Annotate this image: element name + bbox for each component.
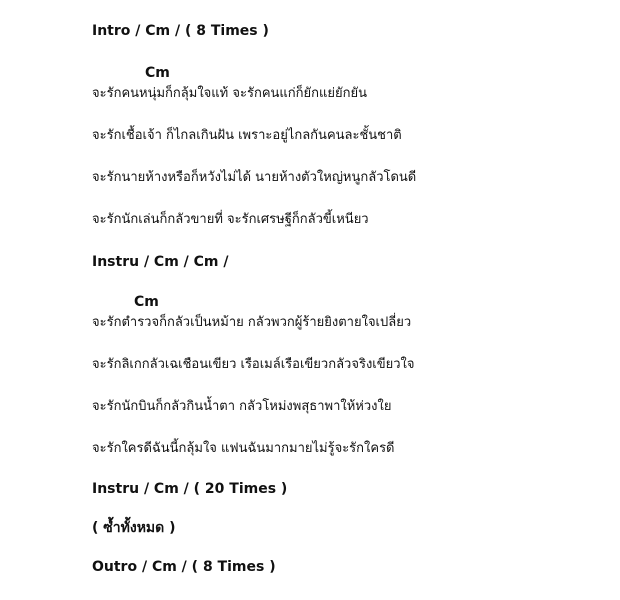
outro-line: Outro / Cm / ( 8 Times ) (92, 559, 276, 575)
instru-line-2: Instru / Cm / ( 20 Times ) (92, 481, 288, 497)
verse1-line-1: จะรักคนหนุ่มก็กลุ้มใจแท้ จะรักคนแก่ก็ยักแย่ยักยัน (92, 86, 368, 101)
verse2-chord: Cm (134, 294, 159, 310)
verse2-line-1: จะรักตำรวจก็กลัวเป็นหม้าย กลัวพวกผู้ร้ายยิงตายใจเปลี่ยว (92, 315, 412, 330)
intro-line: Intro / Cm / ( 8 Times ) (92, 23, 269, 39)
verse1-chord: Cm (145, 65, 170, 81)
verse2-line-4: จะรักใครดีฉันนี้กลุ้มใจ แฟนฉันมากมายไม่รู้จะรักใครดี (92, 441, 395, 456)
repeat-line: ( ซ้ำทั้งหมด ) (92, 520, 176, 536)
verse2-line-2: จะรักลิเกกลัวเฉเชือนเขียว เรือเมล์เรือเขียวกลัวจริงเขียวใจ (92, 357, 415, 372)
verse1-line-2: จะรักเชื้อเจ้า ก็ไกลเกินฝัน เพราะอยู่ไกลกันคนละชั้นชาติ (92, 128, 402, 143)
verse1-line-3: จะรักนายห้างหรือก็หวังไม่ได้ นายห้างตัวใหญ่หนูกลัวโดนดี (92, 170, 417, 185)
verse1-line-4: จะรักนักเล่นก็กลัวขายที่ จะรักเศรษฐีก็กลัวขี้เหนียว (92, 212, 369, 227)
instru-line-1: Instru / Cm / Cm / (92, 254, 229, 270)
verse2-line-3: จะรักนักบินก็กลัวกินน้ำตา กลัวโหม่งพสุธาพาให้ห่วงใย (92, 399, 392, 414)
